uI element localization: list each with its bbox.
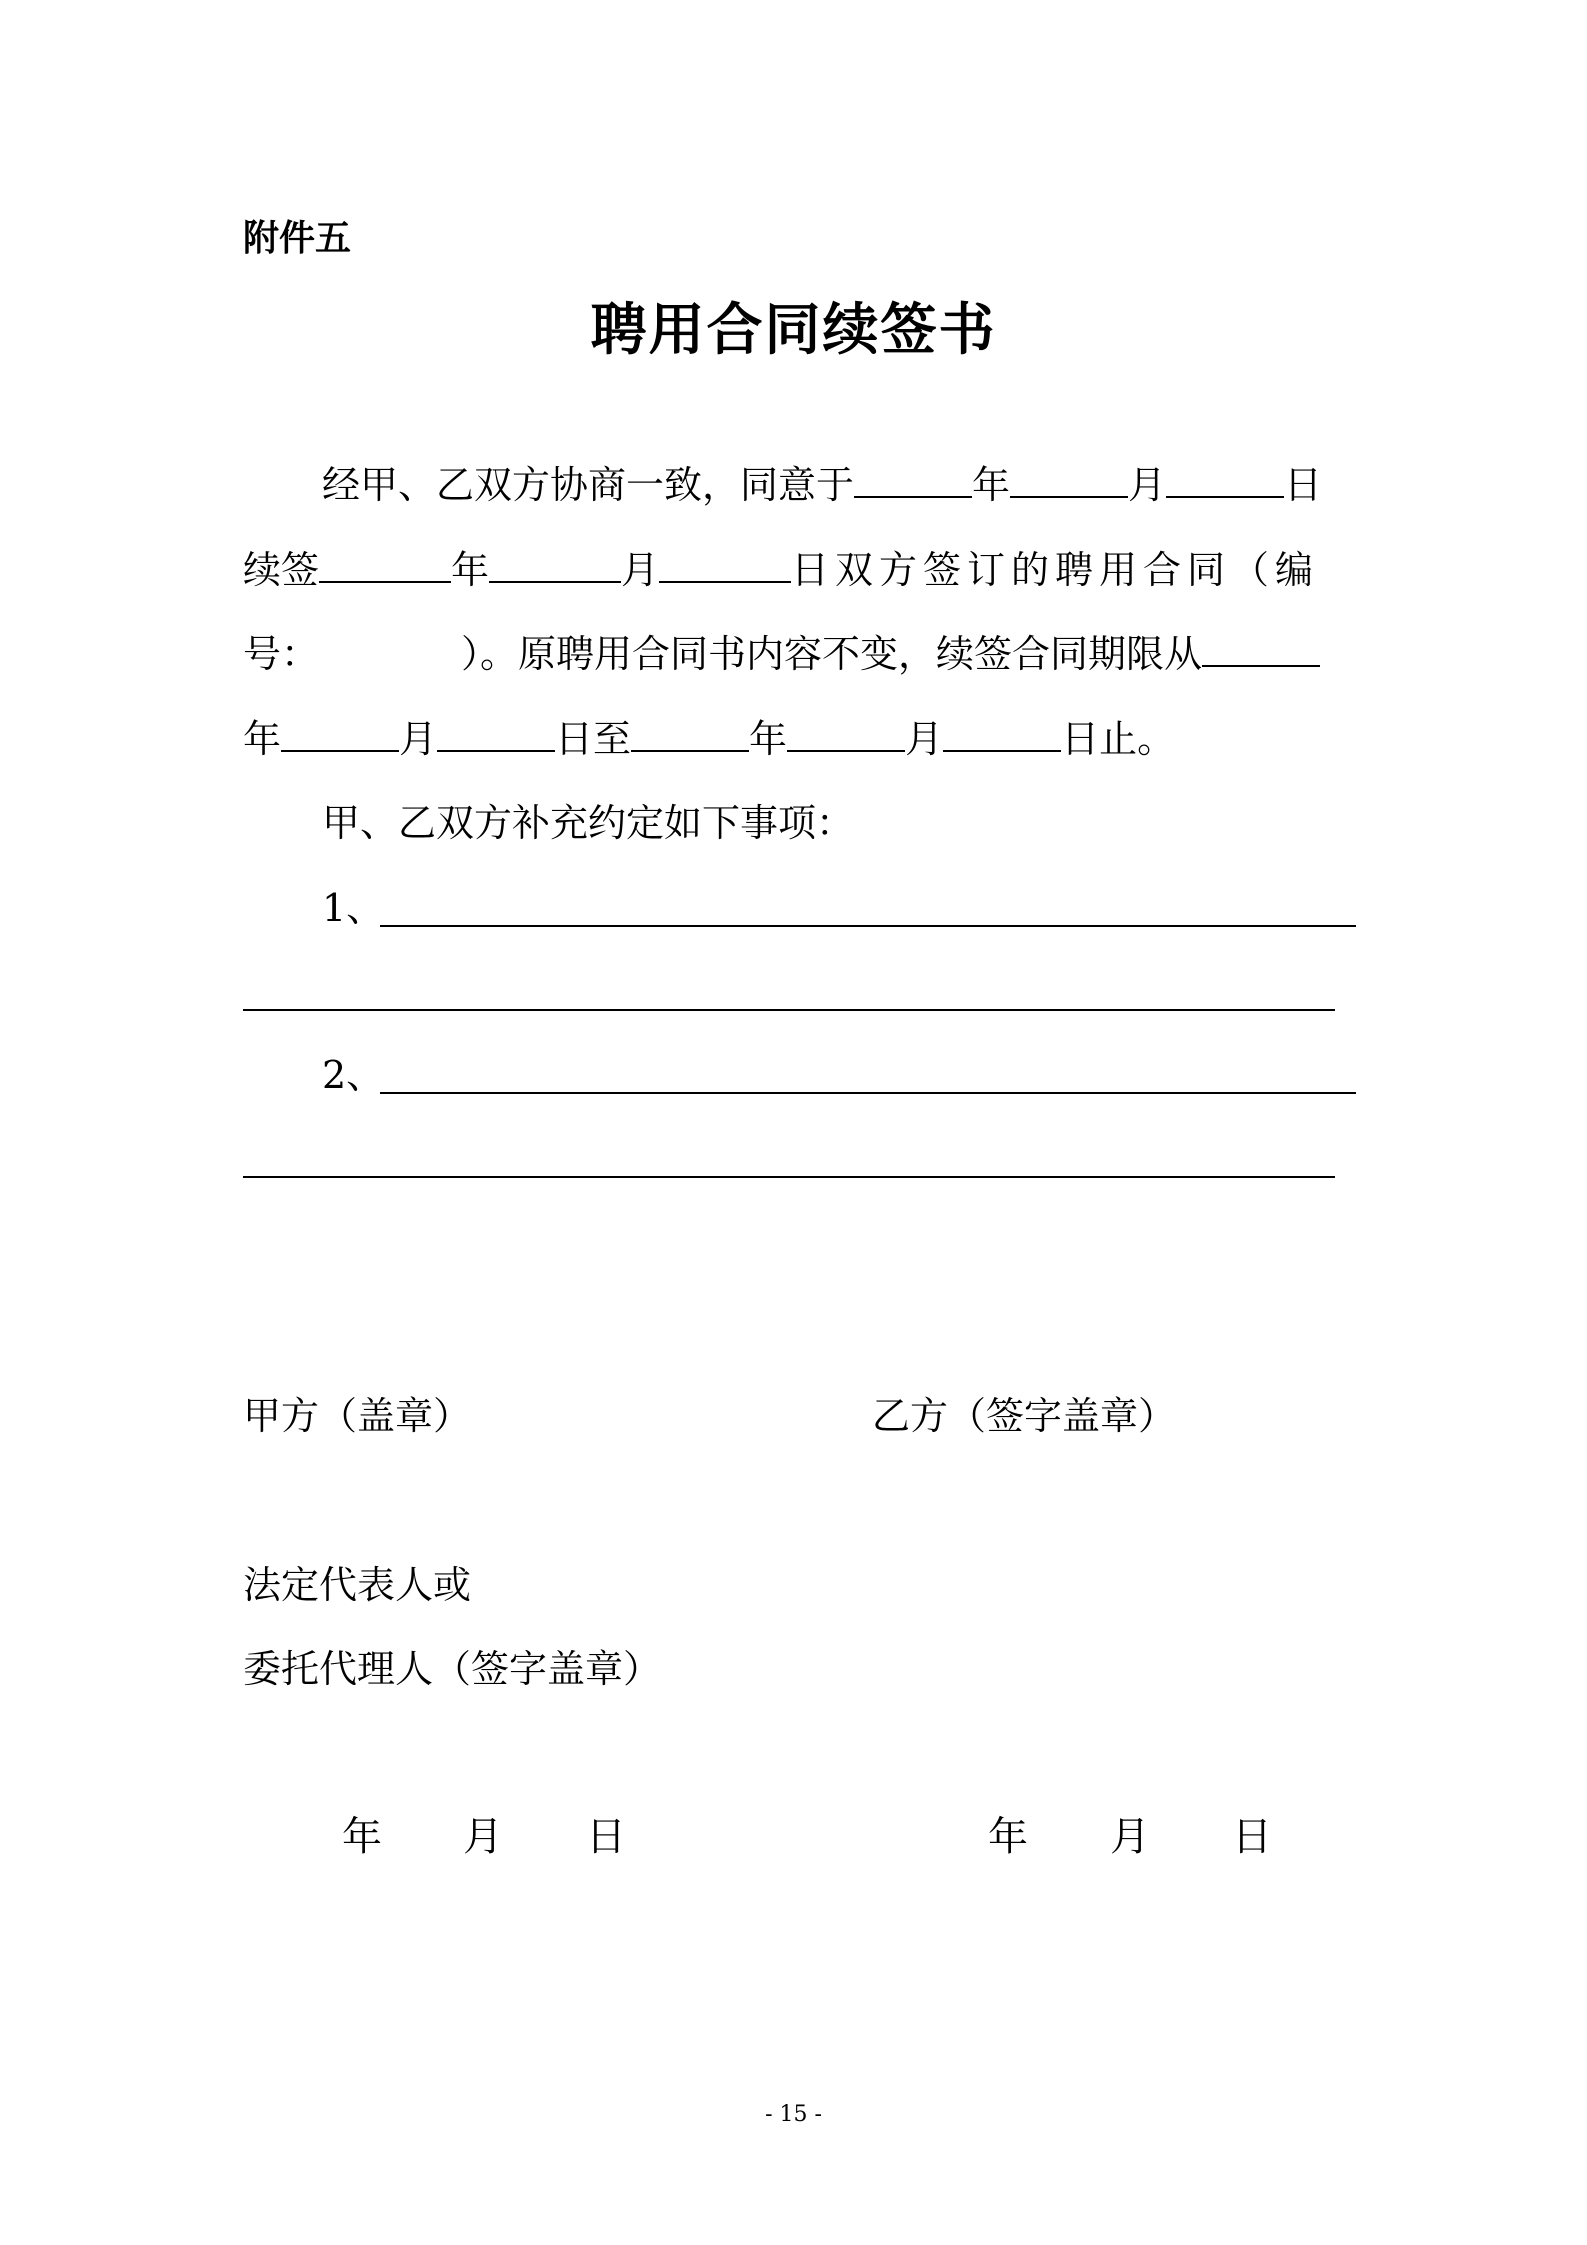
supplement-intro: 甲、乙双方补充约定如下事项： <box>322 801 855 845</box>
paragraph-line-3: 号： ）。原聘用合同书内容不变，续签合同期限从 <box>243 629 1320 678</box>
party-b-date-day: 日 <box>1232 1814 1272 1860</box>
blank-field[interactable] <box>437 714 555 752</box>
blank-field[interactable] <box>1166 460 1284 498</box>
blank-field[interactable] <box>1202 629 1320 667</box>
item-1-label: 1、 <box>322 886 385 930</box>
attachment-label: 附件五 <box>243 218 352 259</box>
party-a-date-year: 年 <box>342 1814 382 1860</box>
authorized-agent-label: 委托代理人（签字盖章） <box>243 1647 662 1691</box>
item-1-continuation-line[interactable] <box>243 1009 1335 1011</box>
party-b-date-month: 月 <box>1110 1814 1150 1860</box>
party-a-seal-label: 甲方（盖章） <box>243 1394 472 1438</box>
party-a-date-month: 月 <box>463 1814 503 1860</box>
blank-field[interactable] <box>489 545 621 583</box>
blank-field[interactable] <box>319 545 451 583</box>
item-2-line[interactable] <box>380 1092 1356 1094</box>
blank-field[interactable] <box>854 460 972 498</box>
party-b-sign-label: 乙方（签字盖章） <box>872 1394 1177 1438</box>
paragraph-line-4: 年 月 日至 年 月 日止。 <box>243 714 1175 763</box>
party-b-date-year: 年 <box>988 1814 1028 1860</box>
party-a-date-day: 日 <box>586 1814 626 1860</box>
blank-field[interactable] <box>631 714 749 752</box>
page-number: - 15 - <box>765 2102 822 2127</box>
paragraph-line-1: 经甲、乙双方协商一致，同意于 年 月 日 <box>322 460 1322 509</box>
document-title: 聘用合同续签书 <box>590 298 997 363</box>
blank-field[interactable] <box>1010 460 1128 498</box>
blank-field[interactable] <box>943 714 1061 752</box>
blank-field[interactable] <box>281 714 399 752</box>
blank-field[interactable] <box>787 714 905 752</box>
item-1-line[interactable] <box>380 925 1356 927</box>
item-2-label: 2、 <box>322 1053 385 1097</box>
paragraph-line-2: 续签 年 月 日双方签订的聘用合同（编 <box>243 545 1319 594</box>
item-2-continuation-line[interactable] <box>243 1176 1335 1178</box>
blank-field[interactable] <box>659 545 791 583</box>
legal-representative-label: 法定代表人或 <box>243 1563 472 1607</box>
